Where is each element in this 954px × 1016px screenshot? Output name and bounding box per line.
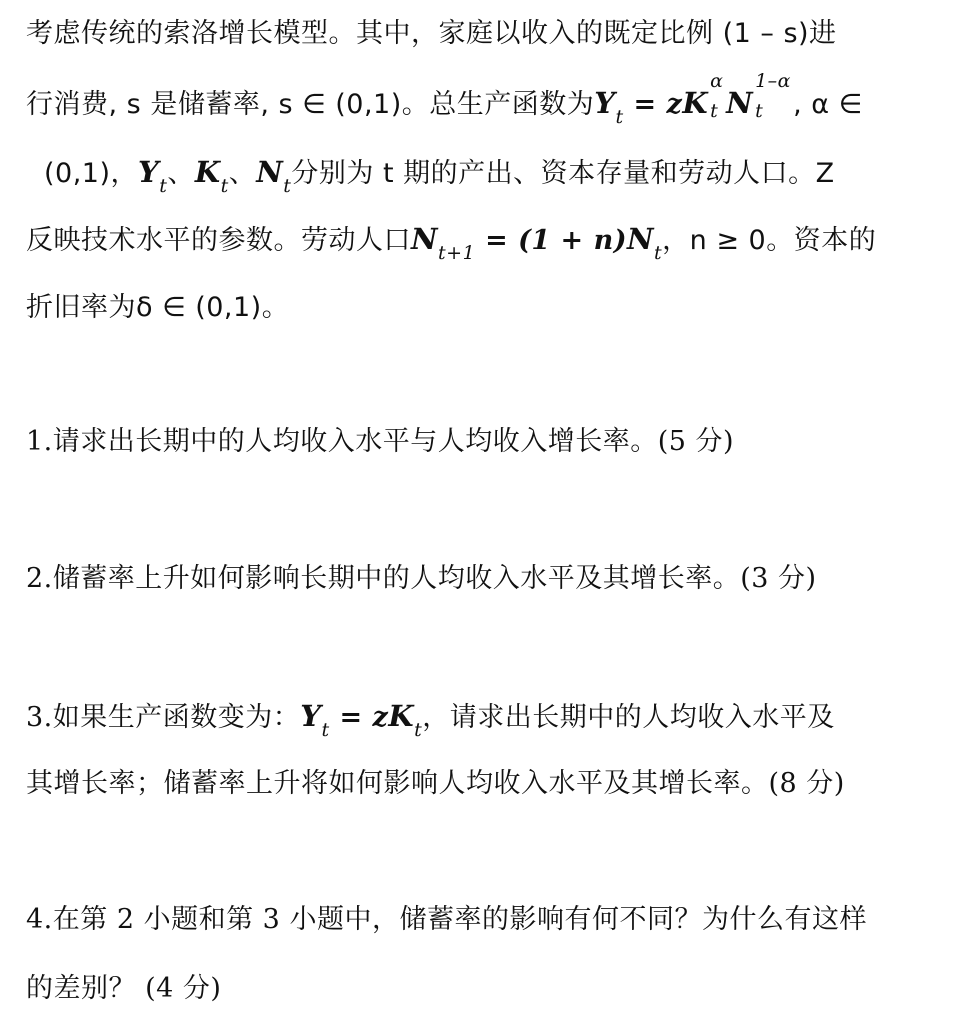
- formula-linear-production: $Y_t = zK_t$: [300, 699, 423, 741]
- intro-text: 行消费, s 是储蓄率, s ∈ (0,1)。总生产函数为: [26, 89, 595, 120]
- intro-text: , α ∈: [793, 89, 863, 120]
- intro-text: 考虑传统的索洛增长模型。其中，家庭以收入的既定比例 (1 – s)进: [26, 18, 837, 49]
- intro-line-1: [26, 14, 934, 54]
- question-text: 4.在第 2 小题和第 3 小题中，储蓄率的影响有何不同？为什么有这样: [26, 904, 867, 935]
- question-text: 3.如果生产函数变为：: [26, 702, 301, 733]
- question-3-line-2: [26, 764, 934, 804]
- question-1: [26, 422, 934, 462]
- question-3-line-1: [26, 696, 934, 740]
- intro-text: 分别为 t 期的产出、资本存量和劳动人口。Z: [291, 158, 835, 189]
- formula-production: $Y_t$ = zK α t N 1–α t: [594, 70, 792, 128]
- intro-text: 反映技术水平的参数。劳动人口: [26, 225, 411, 256]
- intro-line-2: [26, 70, 934, 128]
- symbol-Y: $Y_t$: [138, 155, 168, 197]
- intro-line-5: [26, 288, 934, 328]
- question-text: ，请求出长期中的人均收入水平及: [422, 702, 835, 733]
- question-text: 2.储蓄率上升如何影响长期中的人均收入水平及其增长率。(3 分): [26, 563, 817, 594]
- question-4-line-1: [26, 900, 934, 940]
- question-2: [26, 559, 934, 599]
- intro-line-4: [26, 219, 934, 263]
- question-text: 的差别？ (4 分): [26, 973, 222, 1004]
- question-4-line-2: [26, 969, 934, 1009]
- question-text: 其增长率；储蓄率上升将如何影响人均收入水平及其增长率。(8 分): [26, 768, 845, 799]
- question-text: 1.请求出长期中的人均收入水平与人均收入增长率。(5 分): [26, 426, 735, 457]
- intro-line-3: (0,1)，$Y_t$、$K_t$、$N_t$分别为 t 期的产出、资本存量和劳动人口。Z: [44, 155, 835, 197]
- symbol-K: $K_t$: [194, 155, 229, 197]
- intro-text: (0,1)，: [44, 158, 139, 189]
- intro-text: ，n ≥ 0。资本的: [662, 225, 877, 256]
- formula-labor: $N_{t+1} = (1 + n)N_t$: [411, 222, 663, 264]
- symbol-N: $N_t$: [256, 155, 292, 197]
- intro-text: 折旧率为δ ∈ (0,1)。: [26, 292, 290, 323]
